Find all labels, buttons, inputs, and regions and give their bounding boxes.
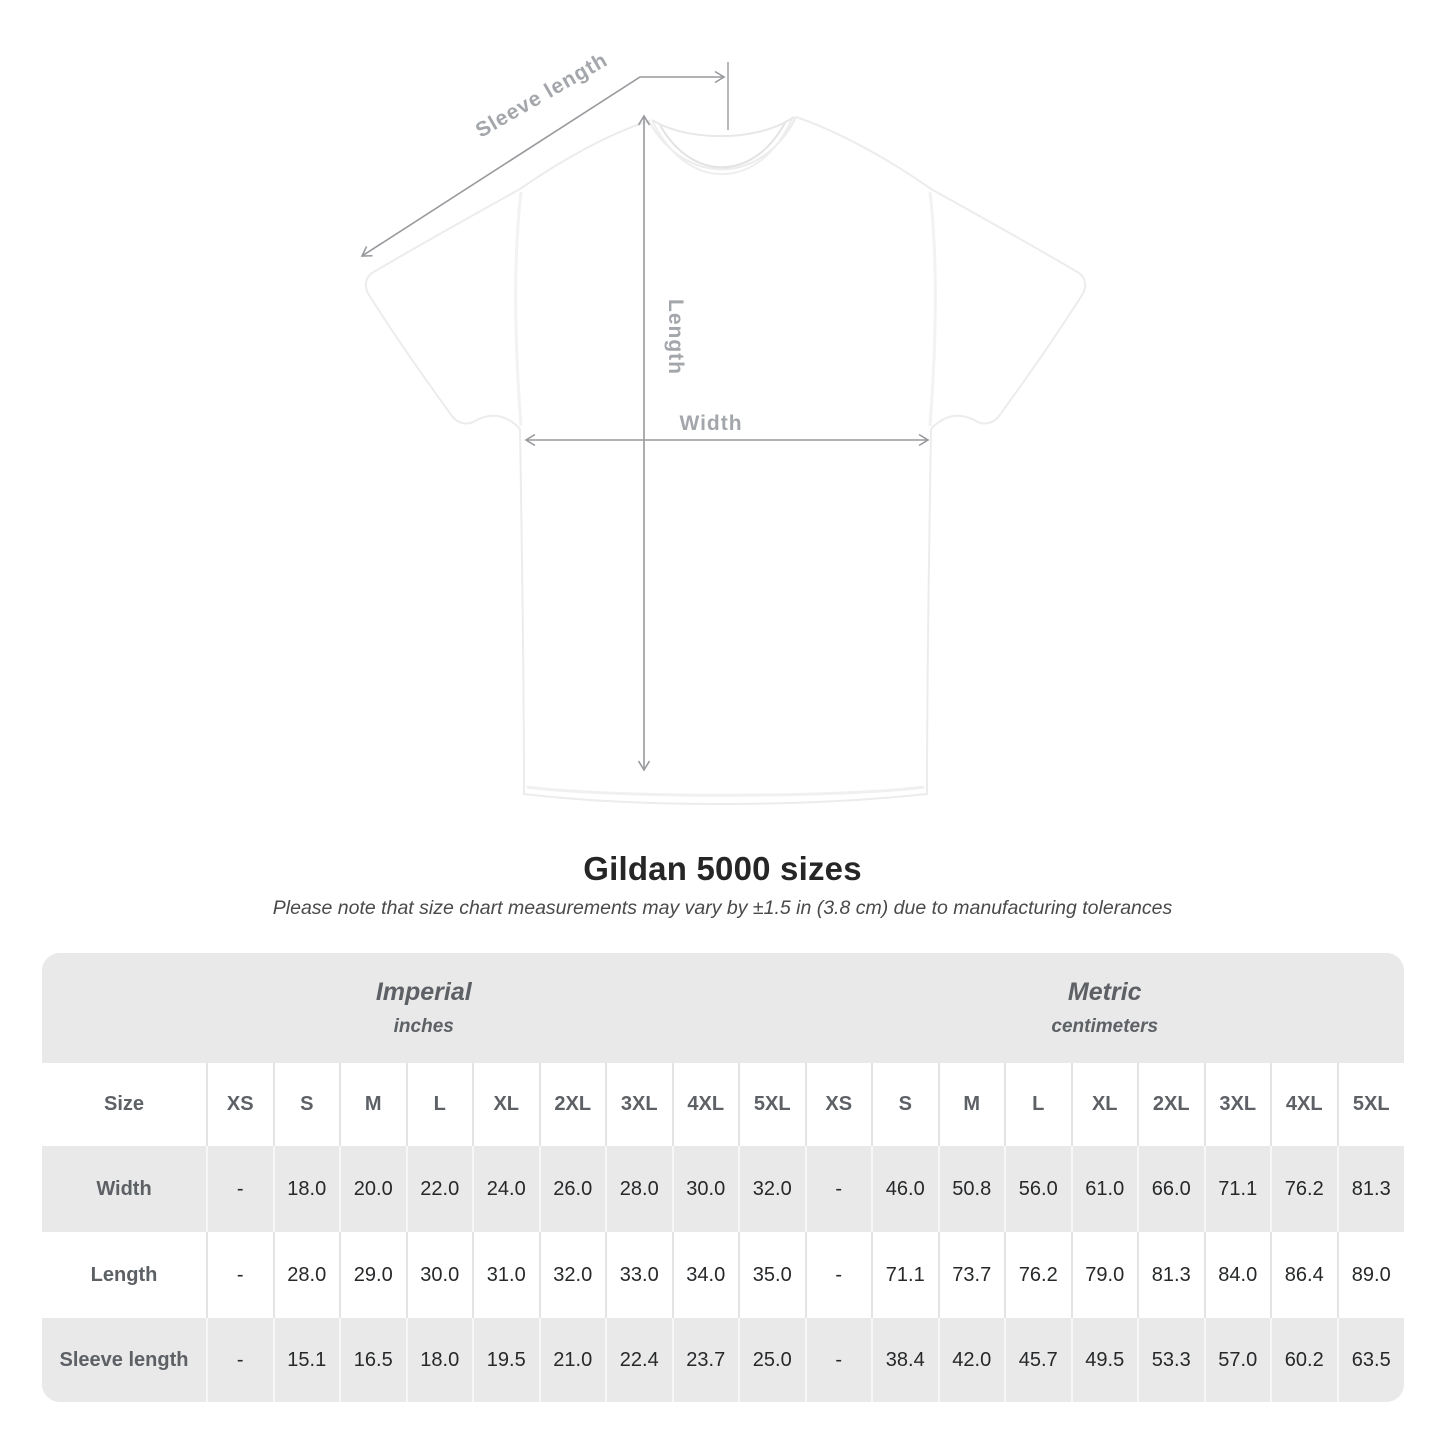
size-value-cell: 35.0 [739, 1232, 806, 1318]
size-value-cell: 28.0 [274, 1232, 341, 1318]
size-value-cell: 56.0 [1005, 1146, 1072, 1232]
size-value-cell: 25.0 [739, 1318, 806, 1402]
size-value-cell: 23.7 [673, 1318, 740, 1402]
metric-unit: centimeters [1051, 1016, 1159, 1037]
size-col-header: 5XL [739, 1063, 806, 1146]
tshirt-illustration [366, 117, 1085, 804]
size-value-cell: 32.0 [739, 1146, 806, 1232]
size-value-cell: 34.0 [673, 1232, 740, 1318]
size-value-cell: 81.3 [1338, 1146, 1405, 1232]
size-value-cell: 30.0 [407, 1232, 474, 1318]
imperial-unit: inches [393, 1016, 454, 1037]
size-value-cell: 30.0 [673, 1146, 740, 1232]
size-col-header: 2XL [540, 1063, 607, 1146]
size-col-header: L [407, 1063, 474, 1146]
metric-label: Metric [1067, 978, 1142, 1006]
size-value-cell: 86.4 [1271, 1232, 1338, 1318]
unit-group-metric [806, 953, 1405, 1063]
size-value-cell: 16.5 [340, 1318, 407, 1402]
size-value-cell: 50.8 [939, 1146, 1006, 1232]
size-value-cell: 18.0 [407, 1318, 474, 1402]
size-value-cell: 19.5 [473, 1318, 540, 1402]
size-value-cell: 81.3 [1138, 1232, 1205, 1318]
length-label: Length [664, 299, 687, 375]
size-col-header: 4XL [1271, 1063, 1338, 1146]
sleeve-length-label: Sleeve length [471, 48, 612, 143]
size-col-header: 4XL [673, 1063, 740, 1146]
unit-group-row [42, 953, 1404, 1063]
size-value-cell: 53.3 [1138, 1318, 1205, 1402]
size-value-cell: - [806, 1232, 873, 1318]
row-label: Width [96, 1177, 152, 1200]
size-col-header: XL [1072, 1063, 1139, 1146]
collar-back-line [652, 117, 794, 136]
size-value-cell: 29.0 [340, 1232, 407, 1318]
size-value-cell: - [207, 1146, 274, 1232]
size-value-cell: 79.0 [1072, 1232, 1139, 1318]
size-value-cell: 61.0 [1072, 1146, 1139, 1232]
size-col-header: M [340, 1063, 407, 1146]
row-label: Length [90, 1263, 158, 1286]
size-col-header: S [872, 1063, 939, 1146]
tshirt-outline [366, 117, 1085, 804]
size-col-header: S [274, 1063, 341, 1146]
size-value-cell: 89.0 [1338, 1232, 1405, 1318]
size-value-cell: 31.0 [473, 1232, 540, 1318]
size-value-cell: 49.5 [1072, 1318, 1139, 1402]
size-value-cell: 63.5 [1338, 1318, 1405, 1402]
size-value-cell: 38.4 [872, 1318, 939, 1402]
size-col-header: M [939, 1063, 1006, 1146]
size-table [42, 953, 1404, 1402]
unit-group-imperial [42, 953, 806, 1063]
size-value-cell: 26.0 [540, 1146, 607, 1232]
size-value-cell: 15.1 [274, 1318, 341, 1402]
size-value-cell: 76.2 [1005, 1232, 1072, 1318]
size-col-header: XS [207, 1063, 274, 1146]
size-value-cell: 42.0 [939, 1318, 1006, 1402]
size-value-cell: 71.1 [1205, 1146, 1272, 1232]
size-col-header: XS [806, 1063, 873, 1146]
tolerance-note: Please note that size chart measurements may vary by ±1.5 in (3.8 cm) due to manufacturing tolerances [272, 897, 1173, 919]
page-title: Gildan 5000 sizes [583, 850, 862, 887]
size-value-cell: 21.0 [540, 1318, 607, 1402]
imperial-label: Imperial [375, 978, 472, 1006]
size-col-header: XL [473, 1063, 540, 1146]
size-value-cell: 20.0 [340, 1146, 407, 1232]
size-col-header: 3XL [606, 1063, 673, 1146]
size-value-cell: 45.7 [1005, 1318, 1072, 1402]
size-value-cell: 84.0 [1205, 1232, 1272, 1318]
width-label: Width [679, 412, 743, 435]
size-value-cell: 60.2 [1271, 1318, 1338, 1402]
size-value-cell: 28.0 [606, 1146, 673, 1232]
size-value-cell: - [806, 1318, 873, 1402]
table-row-length [42, 1232, 1404, 1318]
size-value-cell: 57.0 [1205, 1318, 1272, 1402]
size-value-cell: 18.0 [274, 1146, 341, 1232]
size-col-header: 2XL [1138, 1063, 1205, 1146]
table-row-sleeve-length [42, 1318, 1404, 1402]
size-col-header: 5XL [1338, 1063, 1405, 1146]
row-label: Sleeve length [59, 1348, 189, 1371]
size-header: Size [103, 1093, 145, 1115]
size-value-cell: - [207, 1232, 274, 1318]
size-value-cell: - [806, 1146, 873, 1232]
size-value-cell: 22.4 [606, 1318, 673, 1402]
size-col-header: L [1005, 1063, 1072, 1146]
size-value-cell: 73.7 [939, 1232, 1006, 1318]
table-row-width [42, 1146, 1404, 1232]
size-value-cell: 33.0 [606, 1232, 673, 1318]
size-value-cell: 66.0 [1138, 1146, 1205, 1232]
size-value-cell: 32.0 [540, 1232, 607, 1318]
size-value-cell: - [207, 1318, 274, 1402]
size-value-cell: 46.0 [872, 1146, 939, 1232]
size-value-cell: 22.0 [407, 1146, 474, 1232]
size-value-cell: 76.2 [1271, 1146, 1338, 1232]
size-value-cell: 24.0 [473, 1146, 540, 1232]
size-col-header: 3XL [1205, 1063, 1272, 1146]
size-header-row [42, 1063, 1404, 1146]
size-value-cell: 71.1 [872, 1232, 939, 1318]
